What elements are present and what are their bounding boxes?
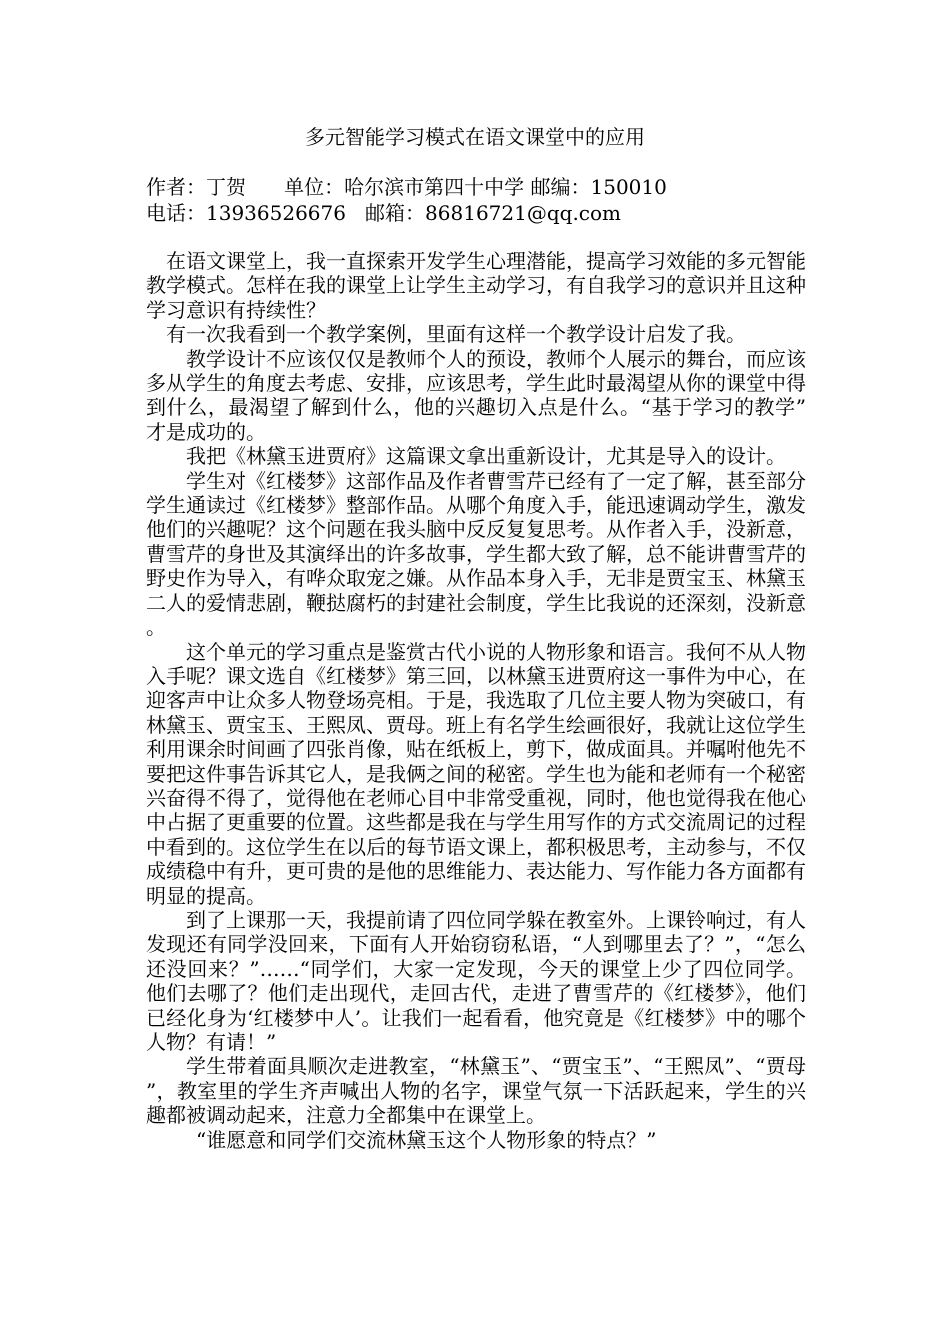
author-affiliation-line: 作者：丁贺 单位：哈尔滨市第四十中学 邮编：150010 (146, 175, 667, 199)
paragraph: 在语文课堂上，我一直探索开发学生心理潜能，提高学习效能的多元智能教学模式。怎样在我的课堂上让学生主动学习，有自我学习的意识并且这种学习意识有持续性？ (146, 249, 806, 322)
contact-line: 电话：13936526676 邮箱：86816721@qq.com (146, 201, 622, 225)
paragraph: 学生对《红楼梦》这部作品及作者曹雪芹已经有了一定了解，甚至部分学生通读过《红楼梦》整部作品。从哪个角度入手，能迅速调动学生，激发他们的兴趣呢？这个问题在我头脑中反反复复思考。从作者入手，没新意，曹雪芹的身世及其演绎出的许多故事，学生都大致了解，总不能讲曹雪芹的野史作为导入，有哗众取宠之嫌。从作品本身入手，无非是贾宝玉、林黛玉二人的爱情悲剧，鞭挞腐朽的封建社会制度，学生比我说的还深刻，没新意。 (146, 468, 806, 640)
paragraph: 教学设计不应该仅仅是教师个人的预设，教师个人展示的舞台，而应该多从学生的角度去考虑、安排，应该思考，学生此时最渴望从你的课堂中得到什么，最渴望了解到什么，他的兴趣切入点是什么。“基于学习的教学”才是成功的。 (146, 346, 806, 444)
document-body (146, 249, 806, 1152)
paragraph: 这个单元的学习重点是鉴赏古代小说的人物形象和语言。我何不从人物入手呢？课文选自《红楼梦》第三回，以林黛玉进贾府这一事件为中心，在迎客声中让众多人物登场亮相。于是，我选取了几位主要人物为突破口，有林黛玉、贾宝玉、王熙凤、贾母。班上有名学生绘画很好，我就让这位学生利用课余时间画了四张肖像，贴在纸板上，剪下，做成面具。并嘱咐他先不要把这件事告诉其它人，是我俩之间的秘密。学生也为能和老师有一个秘密兴奋得不得了，觉得他在老师心目中非常受重视，同时，他也觉得我在他心中占据了更重要的位置。这些都是我在与学生用写作的方式交流周记的过程中看到的。这位学生在以后的每节语文课上，都积极思考，主动参与，不仅成绩稳中有升，更可贵的是他的思维能力、表达能力、写作能力各方面都有明显的提高。 (146, 639, 806, 908)
paragraph: 学生带着面具顺次走进教室，“林黛玉”、“贾宝玉”、“王熙凤”、“贾母”，教室里的学生齐声喊出人物的名字，课堂气氛一下活跃起来，学生的兴趣都被调动起来，注意力全都集中在课堂上。 (146, 1054, 806, 1128)
paragraph: 到了上课那一天，我提前请了四位同学躲在教室外。上课铃响过，有人发现还有同学没回来，下面有人开始窃窃私语，“人到哪里去了？”，“怎么还没回来？”……“同学们，大家一定发现，今天的课堂上少了四位同学。他们去哪了？他们走出现代，走回古代，走进了曹雪芹的《红楼梦》，他们已经化身为‘红楼梦中人’。让我们一起看看，他究竟是《红楼梦》中的哪个人物？有请！” (146, 907, 806, 1054)
paragraph: 有一次我看到一个教学案例，里面有这样一个教学设计启发了我。 (166, 322, 746, 347)
document-title: 多元智能学习模式在语文课堂中的应用 (305, 125, 645, 149)
author-info (146, 174, 806, 226)
paragraph: 我把《林黛玉进贾府》这篇课文拿出重新设计，尤其是导入的设计。 (186, 444, 786, 469)
paragraph: “谁愿意和同学们交流林黛玉这个人物形象的特点？” (196, 1127, 657, 1152)
